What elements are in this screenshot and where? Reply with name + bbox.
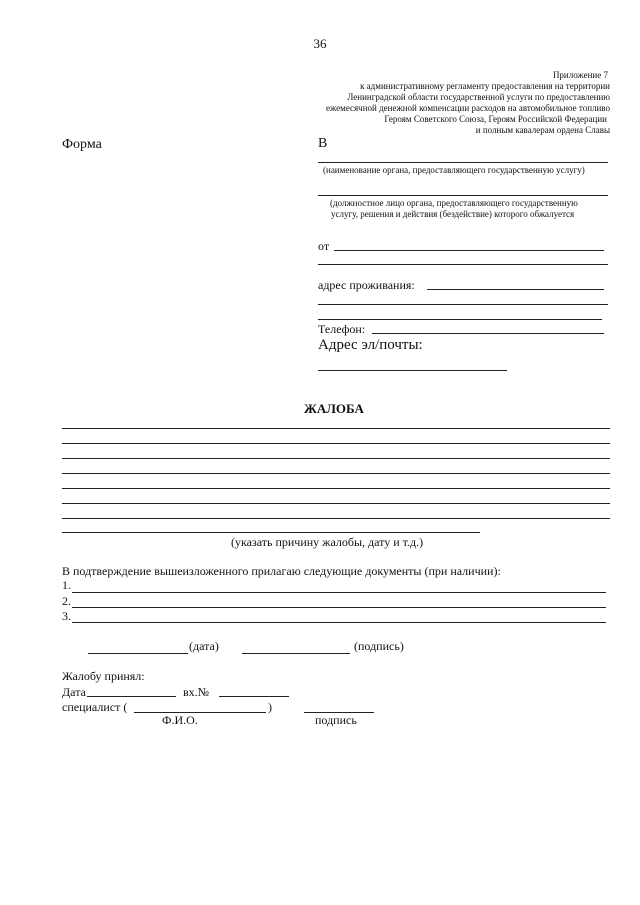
attachment-line-3[interactable] [72, 622, 606, 623]
specialist-name-line[interactable] [134, 712, 266, 713]
attachment-line-2[interactable] [72, 607, 606, 608]
attachment-number-2: 2. [62, 594, 71, 608]
to-prefix: В [318, 136, 328, 151]
reason-hint: (указать причину жалобы, дату и т.д.) [231, 535, 424, 549]
from-line[interactable] [334, 250, 604, 251]
attachments-intro: В подтверждение вышеизложенного прилагаю следующие документы (при наличии): [62, 564, 501, 578]
complaint-line[interactable] [62, 443, 610, 444]
appendix-line-2: к административному регламенту предоставления на территории [360, 81, 610, 91]
address-line-3[interactable] [318, 319, 602, 320]
phone-line[interactable] [372, 333, 604, 334]
official-line[interactable] [318, 195, 608, 196]
accepted-sign-label: подпись [315, 713, 357, 727]
address-line-2[interactable] [318, 304, 608, 305]
date-line[interactable] [88, 653, 188, 654]
complaint-line[interactable] [62, 503, 610, 504]
signature-label: (подпись) [354, 639, 404, 653]
form-label: Форма [62, 137, 102, 152]
attachment-number-3: 3. [62, 609, 71, 623]
appendix-line-3: Ленинградской области государственной услуги по предоставлению [347, 92, 610, 102]
page-number: 36 [313, 36, 327, 51]
address-label: адрес проживания: [318, 278, 415, 292]
complaint-line[interactable] [62, 532, 480, 533]
incoming-number-line[interactable] [219, 696, 289, 697]
phone-label: Телефон: [318, 322, 366, 336]
date-label: (дата) [189, 639, 219, 653]
specialist-label: специалист ( [62, 700, 128, 714]
incoming-number-label: вх.№ [183, 685, 210, 699]
official-hint-1: (должностное лицо органа, предоставляющего государственную [330, 198, 578, 208]
email-label: Адрес эл/почты: [318, 337, 423, 353]
accepted-date-line[interactable] [87, 696, 176, 697]
appendix-line-6: и полным кавалерам ордена Славы [475, 125, 610, 135]
appendix-line-1: Приложение 7 [552, 70, 608, 80]
signature-line[interactable] [242, 653, 350, 654]
official-hint-2: услугу, решения и действия (бездействие) которого обжалуется [331, 209, 575, 219]
specialist-close-paren: ) [268, 700, 272, 714]
accepted-heading: Жалобу принял: [62, 669, 145, 683]
complaint-line[interactable] [62, 428, 610, 429]
org-name-line[interactable] [318, 162, 608, 163]
complaint-line[interactable] [62, 458, 610, 459]
complaint-title: ЖАЛОБА [304, 401, 364, 416]
address-line-1[interactable] [427, 289, 604, 290]
email-line[interactable] [318, 370, 507, 371]
complaint-line[interactable] [62, 518, 610, 519]
complaint-line[interactable] [62, 473, 610, 474]
complaint-line[interactable] [62, 488, 610, 489]
attachment-line-1[interactable] [72, 592, 606, 593]
accepted-date-label: Дата [62, 685, 86, 699]
from-line-2[interactable] [318, 264, 608, 265]
org-name-hint: (наименование органа, предоставляющего государственную услугу) [323, 165, 585, 175]
appendix-line-5: Героям Советского Союза, Героям Российской Федерации [384, 114, 607, 124]
attachment-number-1: 1. [62, 578, 71, 592]
from-label: от [318, 239, 330, 253]
fio-label: Ф.И.О. [162, 713, 198, 727]
appendix-line-4: ежемесячной денежной компенсации расходов на автомобильное топливо [326, 103, 610, 113]
